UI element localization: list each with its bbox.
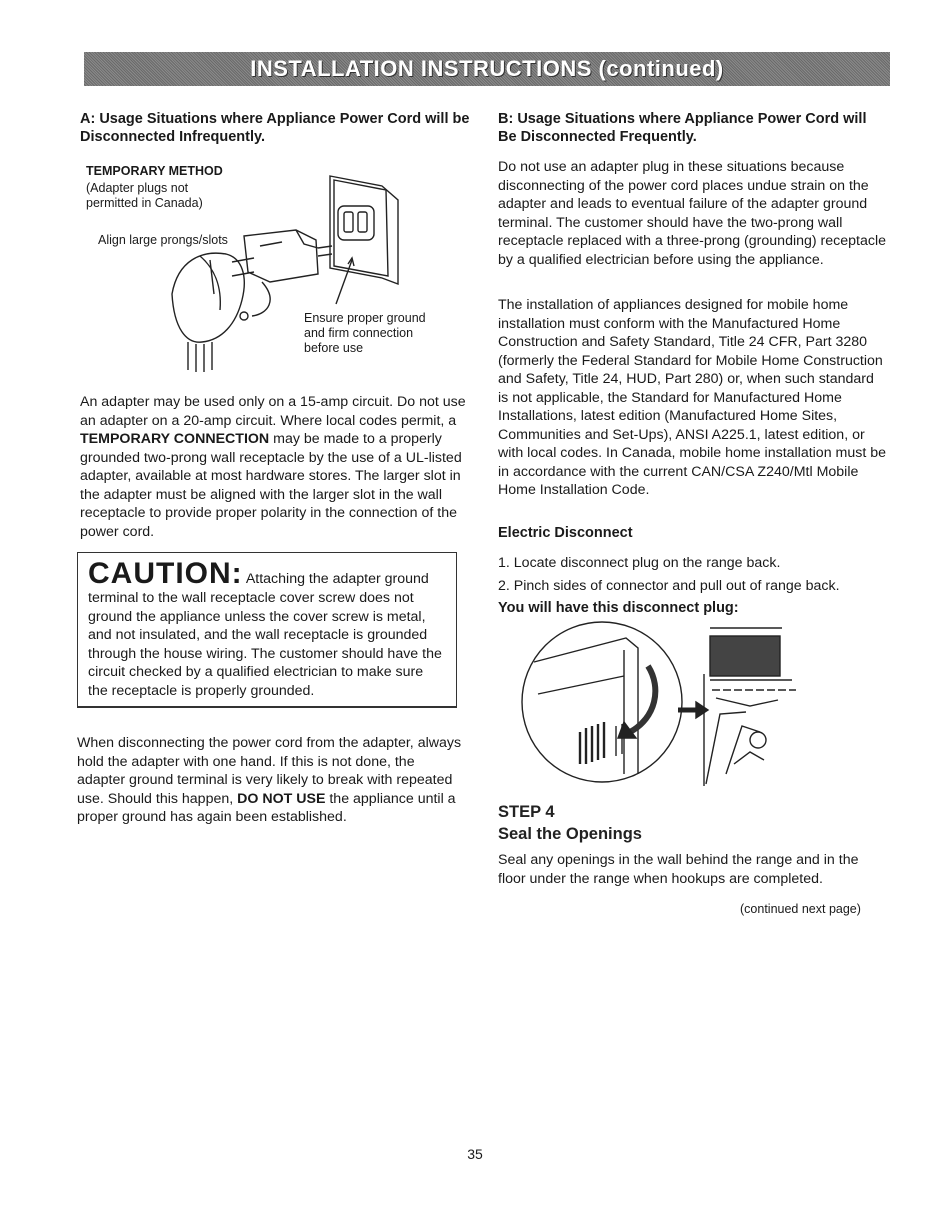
list-item [498, 577, 888, 596]
continued-note: (continued next page) [740, 902, 861, 916]
list-item [498, 554, 888, 573]
figure-label-ensure: Ensure proper ground and firm connection before use [304, 311, 426, 355]
banner-title: INSTALLATION INSTRUCTIONS (continued) [250, 56, 724, 81]
mobile-home-paragraph: The installation of appliances designed for mobile home installation must conform with the Manufactured Home Construction and Safety Standard, Title 24 CFR, Part 3280 (formerly the Federal Standard for Mobile Home Construction and Safety, Title 24, HUD, Part 280) or, when such standard is not applicable, the Standard for Manufactured Home Installations, latest edition (Manufactured Home Sites, Communities and Set-Ups), ANSI A225.1, latest edition, or with local codes. In Canada, mobile home installation must be in accordance with the current CAN/CSA Z240/Mtl Mobile Home Installation Code. [498, 297, 887, 498]
step-text: Pinch sides of connector and pull out of range back. [513, 577, 840, 594]
disconnect-plug-heading: You will have this disconnect plug: [498, 600, 739, 616]
para2-text-cont: the appliance until a proper ground has again been established. [77, 790, 456, 825]
step-title: Seal the Openings [498, 825, 642, 843]
para1-text: An adapter may be used only on a 15-amp circuit. Do not use an adapter on a 20-amp circuit. Where local codes permit, a [80, 394, 466, 429]
caution-label: CAUTION: [88, 557, 243, 590]
para1-text-cont: may be made to a properly grounded two-prong wall receptacle by the use of a UL-listed adapter, available at most hardware stores. The larger slot in the adapter must be aligned with the larger slot in the wall receptacle to provide proper polarity in the connection of the power cord. [80, 431, 462, 540]
adapter-warning-paragraph: Do not use an adapter plug in these situations because disconnecting of the power cord places undue strain on the adapter and leads to eventual failure of the adapter ground terminal. The customer should have the two-prong wall receptacle replaced with a three-prong (grounding) receptacle by a qualified electrician before using the appliance. [498, 159, 887, 268]
disconnect-steps [498, 554, 888, 595]
para2-text: When disconnecting the power cord from the adapter, always hold the adapter with one hand. If this is not done, the adapter ground terminal is very likely to break with repeated use. Should this happen, [77, 735, 462, 807]
caution-box [77, 552, 457, 708]
figure-title: TEMPORARY METHOD [86, 164, 223, 178]
figure-note: (Adapter plugs not permitted in Canada) [86, 181, 203, 210]
step-label: STEP 4 [498, 803, 555, 821]
section-a-heading: A: Usage Situations where Appliance Power Cord will be Disconnected Infrequently. [80, 111, 470, 145]
section-banner [84, 52, 890, 86]
do-not-use-term: DO NOT USE [237, 790, 326, 807]
figure-label-align: Align large prongs/slots [98, 233, 228, 247]
disconnect-plug-illustration [520, 614, 820, 804]
page-number: 35 [467, 1146, 483, 1162]
step-number: 1. [498, 555, 510, 571]
caution-text: Attaching the adapter ground terminal to the wall receptacle cover screw does not ground the appliance unless the cover screw is metal, and not insulated, and the wall receptacle is grounded through the house wiring. The customer should have the circuit checked by a qualified electrician to make sure the receptacle is properly grounded. [88, 571, 442, 699]
step-text: Seal any openings in the wall behind the range and in the floor under the range when hookups are completed. [498, 852, 859, 887]
section-b-heading: B: Usage Situations where Appliance Power Cord will Be Disconnected Frequently. [498, 111, 867, 145]
step-text: Locate disconnect plug on the range back. [513, 555, 781, 571]
electric-disconnect-heading: Electric Disconnect [498, 525, 633, 541]
step-number: 2. [498, 577, 510, 594]
adapter-illustration [82, 164, 462, 384]
temporary-connection-term: TEMPORARY CONNECTION [80, 431, 270, 447]
temporary-connection-paragraph [80, 393, 470, 541]
disconnecting-paragraph [77, 734, 465, 827]
adapter-figure [82, 164, 462, 384]
